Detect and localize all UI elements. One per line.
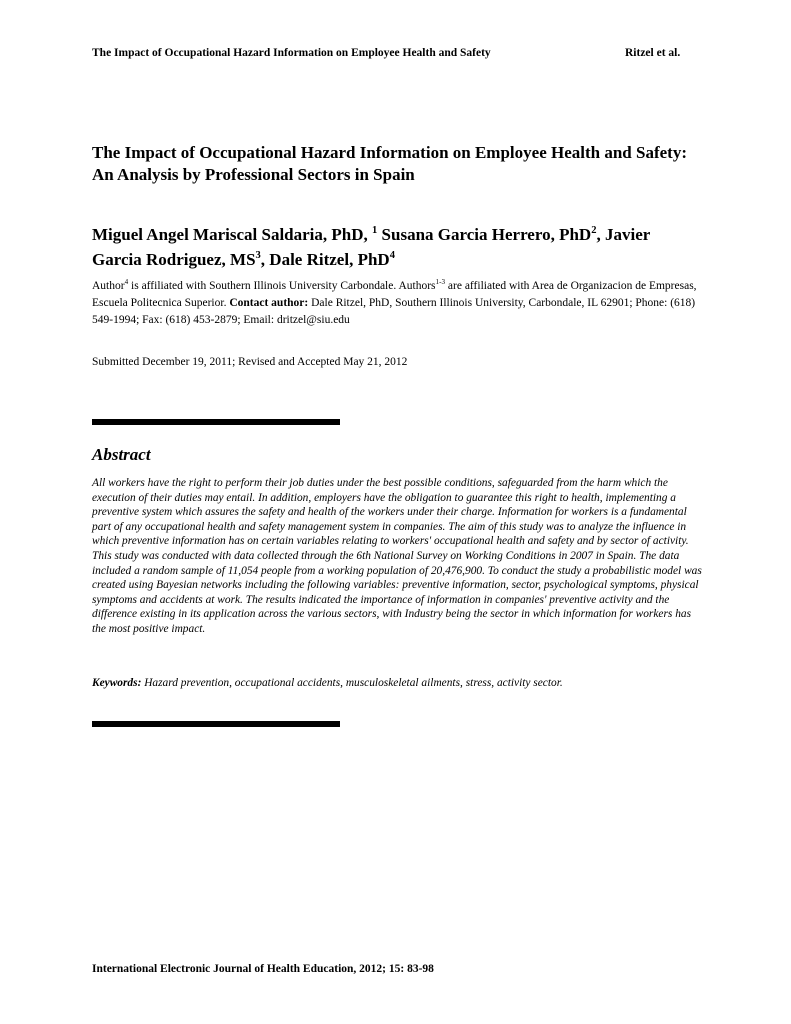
running-authors: Ritzel et al. [625, 47, 681, 59]
affiliation-text-1: Author [92, 280, 125, 292]
author-1: Miguel Angel Mariscal Saldaria, PhD, [92, 225, 373, 244]
author-list [92, 222, 692, 272]
author-4-marker: 4 [389, 249, 395, 261]
author-3-marker: 3 [255, 249, 261, 261]
affiliation-marker-2: 1-3 [435, 277, 446, 286]
author-1-marker: 1 [372, 224, 378, 236]
author-3: , Javier Garcia Rodriguez, MS [92, 225, 650, 269]
keywords [92, 677, 704, 689]
abstract-heading: Abstract [92, 445, 151, 464]
section-divider-top [92, 419, 340, 425]
section-divider-bottom [92, 721, 340, 727]
running-header [92, 47, 692, 59]
affiliation-text-2: is affiliated with Southern Illinois University Carbondale. Authors [128, 280, 436, 292]
author-2-marker: 2 [591, 224, 597, 236]
keywords-label: Keywords: [92, 677, 142, 689]
author-4: , Dale Ritzel, PhD [260, 250, 390, 269]
submission-dates: Submitted December 19, 2011; Revised and Accepted May 21, 2012 [92, 356, 408, 368]
contact-author-details: Dale Ritzel, PhD, Southern Illinois University, Carbondale, IL 62901; Phone: (618) 549-1994; Fax: (618) 453-2879; Email: dritzel@siu.edu [92, 297, 696, 326]
author-2: Susana Garcia Herrero, PhD [377, 225, 592, 244]
abstract-body: All workers have the right to perform their job duties under the best possible conditions, safeguarded from the harm which the execution of their duties may entail. In addition, employers have the obligation to guarantee this right to health, implementing a preventive system which assures the safety and health of the workers under their charge. Information for workers is a fundamental part of any occupational health and safety management system in companies. The aim of this study was to analyze the influence in which preventive information has on certain variables relating to workers' occupational health and safety and by sector of activity. This study was conducted with data collected through the 6th National Survey on Working Conditions in 2007 in Spain. The data included a random sample of 11,054 people from a working population of 20,476,900. To conduct the study a probabilistic model was created using Bayesian networks including the following variables: preventive information, sector, psychological symptoms, physical symptoms and accidents at work. The results indicated the importance of information in companies' preventive activity and the difference existing in its application across the various sectors, with Industry being the sector in which information for workers has the most positive impact. [92, 477, 702, 635]
journal-citation: International Electronic Journal of Health Education, 2012; 15: 83-98 [92, 963, 434, 975]
running-title: The Impact of Occupational Hazard Information on Employee Health and Safety [92, 47, 491, 59]
affiliation-note [92, 278, 702, 329]
affiliation-text-3: are affiliated with Area de Organizacion de Empresas, Escuela Politecnica Superior. [92, 280, 697, 309]
keywords-text: Hazard prevention, occupational accidents, musculoskeletal ailments, stress, activity sector. [141, 677, 563, 689]
paper-title: The Impact of Occupational Hazard Information on Employee Health and Safety: An Analysis by Professional Sectors in Spain [92, 143, 687, 184]
contact-author-label: Contact author: [229, 297, 309, 309]
affiliation-marker-1: 4 [124, 277, 129, 286]
